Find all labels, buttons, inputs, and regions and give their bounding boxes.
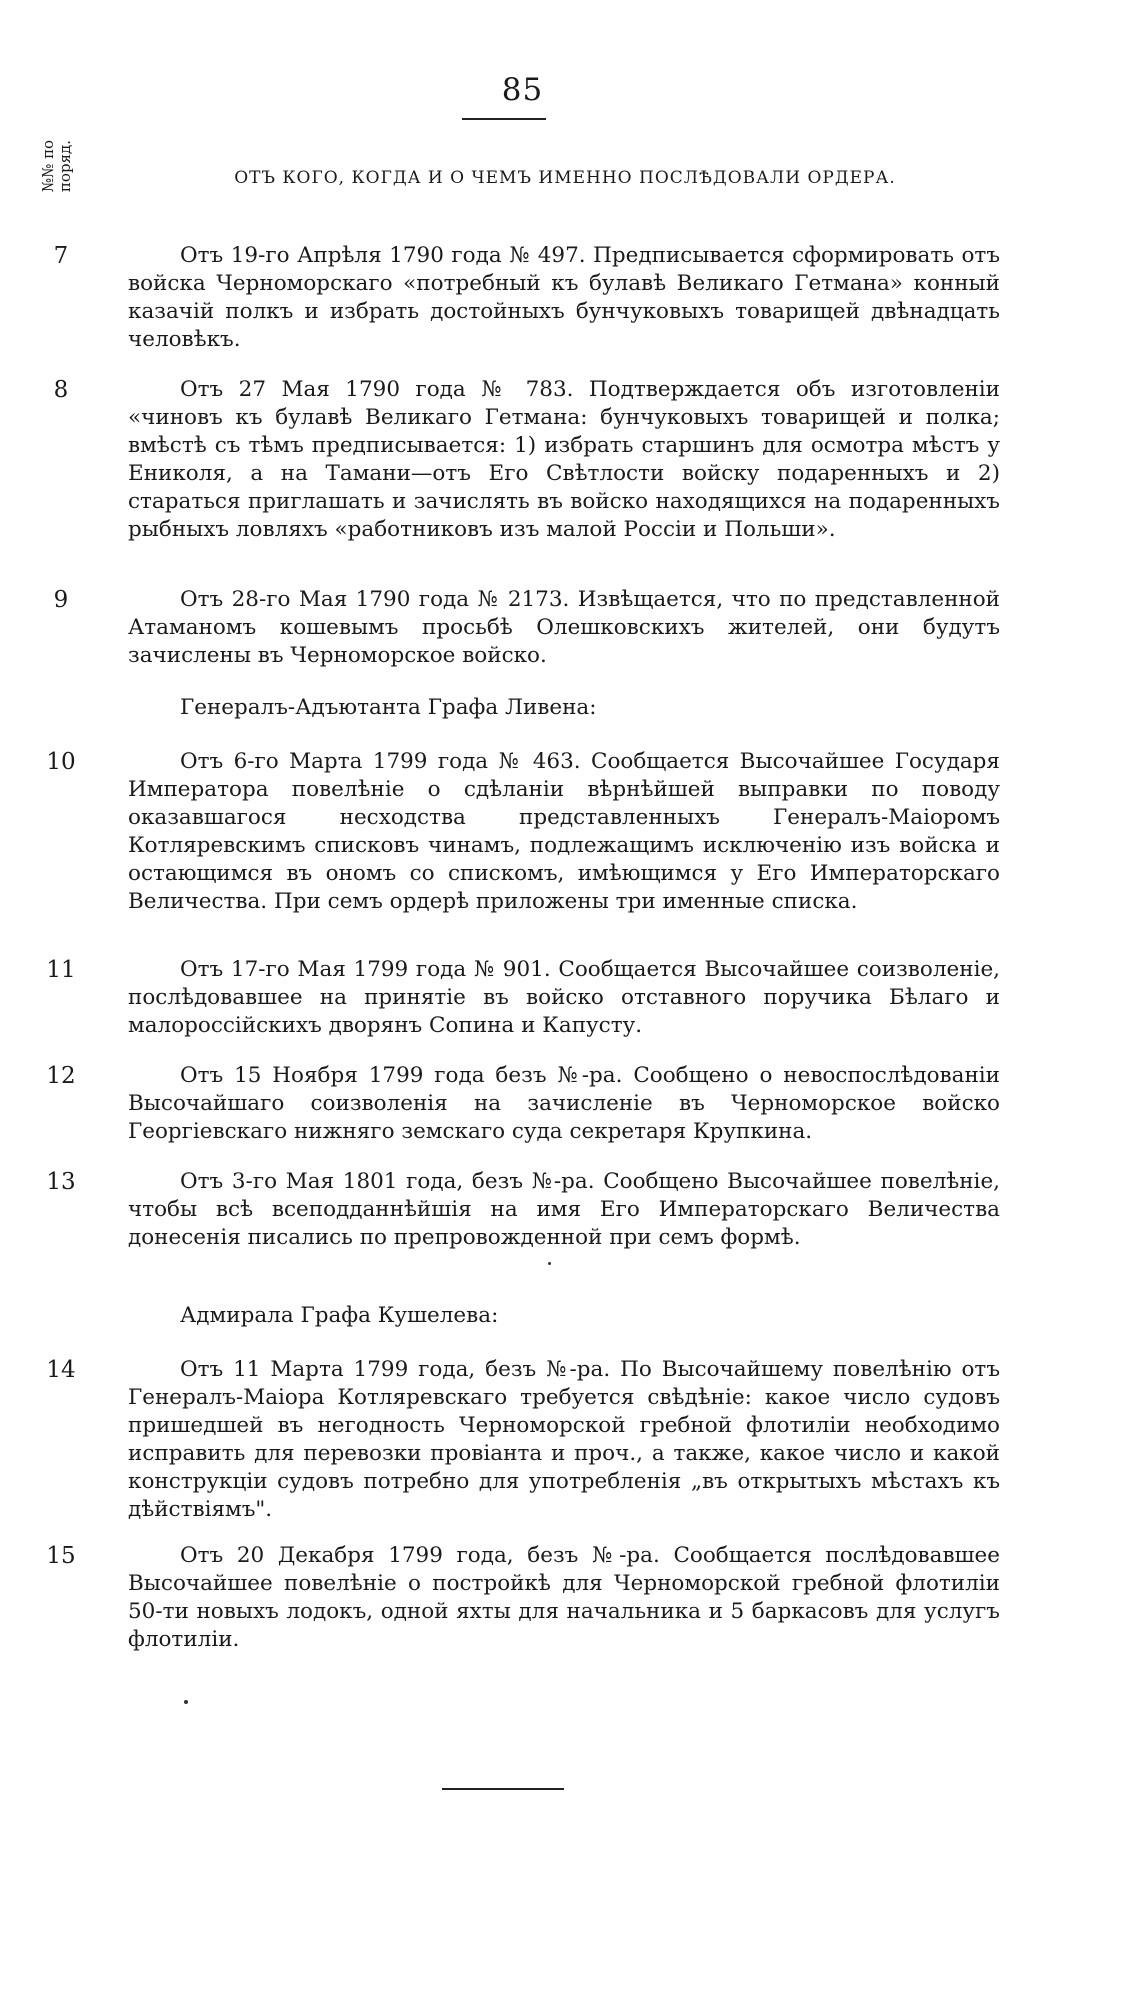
column-label-line2: поряд.	[56, 139, 74, 193]
column-header: ОТЪ КОГО, КОГДА И О ЧЕМЪ ИМЕННО ПОСЛѢДОВАЛИ ОРДЕРА.	[234, 168, 896, 188]
section-heading-kushelev: Адмирала Графа Кушелева:	[180, 1303, 499, 1328]
entry-number: 10	[46, 749, 76, 775]
entry-number: 11	[46, 957, 76, 983]
page-number-rule	[462, 118, 546, 120]
entry-number: 7	[53, 243, 69, 269]
entry-number: 14	[46, 1357, 76, 1383]
print-speck	[184, 1700, 188, 1704]
column-label	[40, 118, 80, 214]
entry-number: 12	[46, 1063, 76, 1089]
section-heading-liven: Генералъ-Адъютанта Графа Ливена:	[180, 695, 597, 720]
entry-text: Отъ 20 Декабря 1799 года, безъ №-ра. Сообщается послѣдовавшее Высочайшее повелѣніе о постройкѣ для Черноморской гребной флотиліи 50-ти новыхъ лодокъ, одной яхты для начальника и 5 баркасовъ для услугъ флотиліи.	[128, 1543, 1000, 1652]
entry-text: Отъ 6-го Марта 1799 года № 463. Сообщается Высочайшее Государя Императора повелѣніе о сдѣланіи вѣрнѣйшей выправки по поводу оказавшагося несходства представленныхъ Генералъ-Маіоромъ Котляревскимъ списковъ чинамъ, подлежащимъ исключенію изъ войска и остающимся въ ономъ со спискомъ, имѣющимся у Его Императорскаго Величества. При семъ ордерѣ приложены три именные списка.	[128, 749, 1000, 914]
entry-number: 15	[46, 1543, 76, 1569]
print-speck	[548, 1262, 551, 1265]
entry-text: Отъ 17-го Мая 1799 года № 901. Сообщается Высочайшее соизволеніе, послѣдовавшее на принятіе въ войско отставного поручика Бѣлаго и малороссійскихъ дворянъ Сопина и Капусту.	[128, 957, 1000, 1038]
entry-number: 13	[46, 1169, 76, 1195]
entry-number: 8	[53, 377, 69, 403]
entry-text: Отъ 27 Мая 1790 года № 783. Подтверждается объ изготовленіи «чиновъ къ булавѣ Великаго Гетмана: бунчуковыхъ товарищей и полка; вмѣстѣ съ тѣмъ предписывается: 1) избрать старшинъ для осмотра мѣстъ у Ениколя, а на Тамани—отъ Его Свѣтлости войску подаренныхъ и 2) стараться приглашать и зачислять въ войско находящихся на подаренныхъ рыбныхъ ловляхъ «работниковъ изъ малой Россіи и Польши».	[128, 377, 1000, 542]
entry-text: Отъ 3-го Мая 1801 года, безъ №-ра. Сообщено Высочайшее повелѣніе, чтобы всѣ всеподданнѣйшія на имя Его Императорскаго Величества донесенія писались по препровожденной при семъ формѣ.	[128, 1169, 1000, 1250]
entry-text: Отъ 28-го Мая 1790 года № 2173. Извѣщается, что по представленной Атаманомъ кошевымъ просьбѣ Олешковскихъ жителей, они будутъ зачислены въ Черноморское войско.	[128, 587, 1000, 668]
entry-number: 9	[53, 587, 69, 613]
column-label-line1: №№ по	[39, 139, 57, 193]
page-number: 85	[501, 72, 544, 108]
entry-text: Отъ 11 Марта 1799 года, безъ №-ра. По Высочайшему повелѣнію отъ Генералъ-Маіора Котляревскаго требуется свѣдѣніе: какое число судовъ пришедшей въ негодность Черноморской гребной флотиліи необходимо исправить для перевозки провіанта и проч., а также, какое число и какой конструкціи судовъ потребно для употребленія „въ открытыхъ мѣстахъ къ дѣйствіямъ".	[128, 1357, 1000, 1522]
entry-text: Отъ 19-го Апрѣля 1790 года № 497. Предписывается сформировать отъ войска Черноморскаго «потребный къ булавѣ Великаго Гетмана» конный казачій полкъ и избрать достойныхъ бунчуковыхъ товарищей двѣнадцать человѣкъ.	[128, 243, 1000, 352]
end-rule	[442, 1788, 564, 1790]
entry-text: Отъ 15 Ноября 1799 года безъ №-ра. Сообщено о невоспослѣдованіи Высочайшаго соизволенія на зачисленіе въ Черноморское войско Георгіевскаго нижняго земскаго суда секретаря Крупкина.	[128, 1063, 1000, 1144]
